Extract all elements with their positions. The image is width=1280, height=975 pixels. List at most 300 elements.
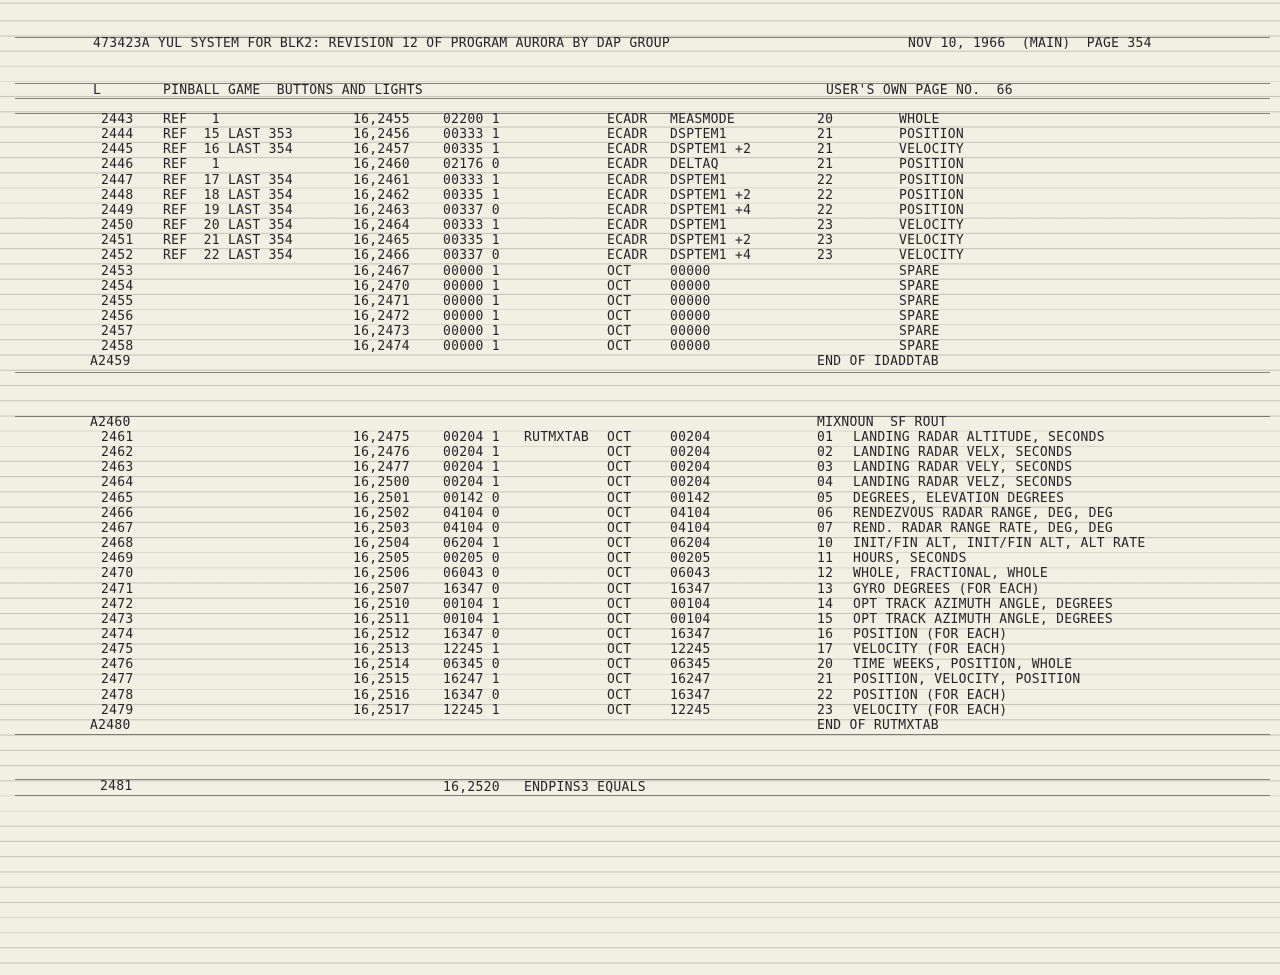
octal-code: 04104 0 <box>443 505 500 521</box>
octal-code: 00000 1 <box>443 339 500 355</box>
octal-code: 06345 0 <box>443 657 500 673</box>
operand: 00000 <box>670 339 711 355</box>
line-number: 2447 <box>101 172 134 188</box>
listing-row <box>0 112 1280 127</box>
octal-code: 00204 1 <box>443 475 500 491</box>
opcode: OCT <box>607 566 632 582</box>
header-date-page: NOV 10, 1966 (MAIN) PAGE 354 <box>908 36 1152 51</box>
ref-column: REF 15 LAST 353 <box>163 127 294 143</box>
address: 16,2502 <box>353 505 410 521</box>
comment: POSITION <box>899 187 965 203</box>
line-number: 2455 <box>101 293 134 309</box>
opcode: OCT <box>607 505 632 521</box>
octal-code: 12245 1 <box>443 702 500 718</box>
opcode: ECADR <box>607 187 648 203</box>
octal-code: 00104 1 <box>443 611 500 627</box>
comment: POSITION <box>899 172 965 188</box>
listing-row <box>0 264 1280 279</box>
octal-code: 00204 1 <box>443 445 500 461</box>
address: 16,2464 <box>353 218 410 234</box>
comment: WHOLE <box>899 112 940 127</box>
start-comment: MIXNOUN SF ROUT <box>817 415 948 430</box>
octal-code: 04104 0 <box>443 520 500 536</box>
opcode: ECADR <box>607 248 648 264</box>
listing-row <box>0 445 1280 460</box>
operand: 00204 <box>670 430 711 445</box>
line-number: 2474 <box>101 626 134 642</box>
user-page-number: USER'S OWN PAGE NO. 66 <box>826 83 1013 98</box>
listing-row <box>0 309 1280 324</box>
operand: 16247 <box>670 672 711 688</box>
operand: DSPTEM1 +4 <box>670 202 752 218</box>
comment: SPARE <box>899 278 940 294</box>
opcode: ECADR <box>607 112 648 127</box>
comment: LANDING RADAR VELZ, SECONDS <box>853 475 1073 491</box>
address: 16,2513 <box>353 642 410 658</box>
octal-code: 16347 0 <box>443 626 500 642</box>
noun-number: 13 <box>817 581 834 597</box>
listing-row <box>0 597 1280 612</box>
noun-number: 05 <box>817 490 834 506</box>
noun-number: 20 <box>817 657 834 673</box>
comment: TIME WEEKS, POSITION, WHOLE <box>853 657 1073 673</box>
address: 16,2470 <box>353 278 410 294</box>
address: 16,2457 <box>353 142 410 158</box>
listing-row <box>0 279 1280 294</box>
operand: DSPTEM1 +2 <box>670 142 752 158</box>
noun-number: 22 <box>817 172 834 188</box>
noun-number: 01 <box>817 430 834 445</box>
comment: LANDING RADAR ALTITUDE, SECONDS <box>853 430 1105 445</box>
comment: LANDING RADAR VELY, SECONDS <box>853 460 1073 476</box>
comment: DEGREES, ELEVATION DEGREES <box>853 490 1065 506</box>
line-number: 2466 <box>101 505 134 521</box>
noun-number: 07 <box>817 520 834 536</box>
opcode: ECADR <box>607 142 648 158</box>
listing-row <box>0 582 1280 597</box>
noun-number: 22 <box>817 687 834 703</box>
end-comment: END OF IDADDTAB <box>817 354 939 369</box>
octal-code: 00000 1 <box>443 278 500 294</box>
comment: SPARE <box>899 263 940 279</box>
line-number: 2475 <box>101 642 134 658</box>
listing-row <box>0 294 1280 309</box>
opcode: OCT <box>607 430 632 445</box>
line-number: 2446 <box>101 157 134 173</box>
operand: DSPTEM1 +4 <box>670 248 752 264</box>
noun-number: 16 <box>817 626 834 642</box>
line-number: 2449 <box>101 202 134 218</box>
comment: WHOLE, FRACTIONAL, WHOLE <box>853 566 1049 582</box>
label: RUTMXTAB <box>524 430 590 445</box>
opcode: OCT <box>607 475 632 491</box>
listing-row <box>0 506 1280 521</box>
octal-code: 06204 1 <box>443 536 500 552</box>
opcode: OCT <box>607 657 632 673</box>
listing-row <box>0 627 1280 642</box>
address: 16,2476 <box>353 445 410 461</box>
listing-row <box>0 521 1280 536</box>
address: 16,2477 <box>353 460 410 476</box>
opcode: OCT <box>607 520 632 536</box>
comment: VELOCITY (FOR EACH) <box>853 642 1008 658</box>
operand: 06204 <box>670 536 711 552</box>
address: 16,2466 <box>353 248 410 264</box>
line-number: 2473 <box>101 611 134 627</box>
opcode: OCT <box>607 581 632 597</box>
operand: MEASMODE <box>670 112 736 127</box>
comment: VELOCITY <box>899 218 965 234</box>
listing-row <box>0 188 1280 203</box>
operand: 00000 <box>670 324 711 340</box>
listing-row <box>0 672 1280 687</box>
noun-number: 06 <box>817 505 834 521</box>
noun-number: 21 <box>817 127 834 143</box>
address: 16,2462 <box>353 187 410 203</box>
ref-column: REF 17 LAST 354 <box>163 172 294 188</box>
line-number: 2471 <box>101 581 134 597</box>
listing-row <box>0 460 1280 475</box>
octal-code: 00000 1 <box>443 308 500 324</box>
opcode: OCT <box>607 324 632 340</box>
octal-code: 16347 0 <box>443 687 500 703</box>
listing-row <box>0 657 1280 672</box>
octal-code: 00000 1 <box>443 324 500 340</box>
header-title: 473423A YUL SYSTEM FOR BLK2: REVISION 12 OF PROGRAM AURORA BY DAP GROUP <box>93 36 670 51</box>
address: 16,2516 <box>353 687 410 703</box>
line-number: 2461 <box>101 430 134 445</box>
comment: VELOCITY <box>899 233 965 249</box>
end-comment: END OF RUTMXTAB <box>817 718 939 733</box>
opcode: OCT <box>607 672 632 688</box>
comment: POSITION <box>899 127 965 143</box>
line-number: 2463 <box>101 460 134 476</box>
octal-code: 00204 1 <box>443 460 500 476</box>
listing-row <box>0 566 1280 581</box>
address: 16,2514 <box>353 657 410 673</box>
octal-code: 00333 1 <box>443 218 500 234</box>
start-line-number: A2460 <box>90 415 131 430</box>
comment: GYRO DEGREES (FOR EACH) <box>853 581 1040 597</box>
noun-number: 20 <box>817 112 834 127</box>
operand: 00142 <box>670 490 711 506</box>
line-number: 2478 <box>101 687 134 703</box>
listing-row <box>0 612 1280 627</box>
comment: POSITION <box>899 157 965 173</box>
noun-number: 17 <box>817 642 834 658</box>
opcode: OCT <box>607 536 632 552</box>
comment: VELOCITY <box>899 248 965 264</box>
line-number: 2469 <box>101 551 134 567</box>
ref-column: REF 1 <box>163 157 220 173</box>
address: 16,2474 <box>353 339 410 355</box>
opcode: OCT <box>607 445 632 461</box>
line-number: 2451 <box>101 233 134 249</box>
address: 16,2500 <box>353 475 410 491</box>
opcode: ECADR <box>607 202 648 218</box>
octal-code: 00333 1 <box>443 127 500 143</box>
listing-row <box>0 642 1280 657</box>
operand: 00204 <box>670 445 711 461</box>
comment: SPARE <box>899 293 940 309</box>
address: 16,2511 <box>353 611 410 627</box>
footer-statement: ENDPINS3 EQUALS <box>524 780 646 795</box>
ref-column: REF 20 LAST 354 <box>163 218 294 234</box>
comment: OPT TRACK AZIMUTH ANGLE, DEGREES <box>853 611 1114 627</box>
operand: 06345 <box>670 657 711 673</box>
octal-code: 12245 1 <box>443 642 500 658</box>
noun-number: 04 <box>817 475 834 491</box>
line-number: 2453 <box>101 263 134 279</box>
listing-row <box>0 157 1280 172</box>
noun-number: 14 <box>817 596 834 612</box>
opcode: OCT <box>607 460 632 476</box>
noun-number: 22 <box>817 202 834 218</box>
operand: DSPTEM1 <box>670 127 727 143</box>
line-number: 2456 <box>101 308 134 324</box>
noun-number: 21 <box>817 142 834 158</box>
comment: SPARE <box>899 339 940 355</box>
opcode: ECADR <box>607 233 648 249</box>
operand: 00000 <box>670 278 711 294</box>
line-number: 2454 <box>101 278 134 294</box>
operand: DSPTEM1 <box>670 172 727 188</box>
octal-code: 00000 1 <box>443 293 500 309</box>
octal-code: 00000 1 <box>443 263 500 279</box>
opcode: ECADR <box>607 172 648 188</box>
listing-row <box>0 203 1280 218</box>
rule <box>15 98 1270 99</box>
rule <box>15 795 1270 796</box>
opcode: OCT <box>607 611 632 627</box>
listing-row <box>0 339 1280 354</box>
noun-number: 21 <box>817 672 834 688</box>
operand: 00000 <box>670 263 711 279</box>
operand: DSPTEM1 +2 <box>670 187 752 203</box>
comment: LANDING RADAR VELX, SECONDS <box>853 445 1073 461</box>
listing-row <box>0 475 1280 490</box>
octal-code: 00142 0 <box>443 490 500 506</box>
address: 16,2467 <box>353 263 410 279</box>
operand: 12245 <box>670 702 711 718</box>
footer-address: 16,2520 <box>443 780 500 795</box>
page-title: PINBALL GAME BUTTONS AND LIGHTS <box>163 83 424 98</box>
noun-number: 11 <box>817 551 834 567</box>
comment: INIT/FIN ALT, INIT/FIN ALT, ALT RATE <box>853 536 1146 552</box>
octal-code: 16247 1 <box>443 672 500 688</box>
address: 16,2517 <box>353 702 410 718</box>
listing-row <box>0 142 1280 157</box>
line-number: 2452 <box>101 248 134 264</box>
comment: HOURS, SECONDS <box>853 551 967 567</box>
opcode: OCT <box>607 293 632 309</box>
opcode: OCT <box>607 642 632 658</box>
ref-column: REF 19 LAST 354 <box>163 202 294 218</box>
listing-row <box>0 218 1280 233</box>
listing-row <box>0 688 1280 703</box>
page-marker: L <box>93 83 102 98</box>
line-number: 2477 <box>101 672 134 688</box>
line-number: 2443 <box>101 112 134 127</box>
opcode: OCT <box>607 263 632 279</box>
operand: 04104 <box>670 520 711 536</box>
noun-number: 02 <box>817 445 834 461</box>
operand: 04104 <box>670 505 711 521</box>
footer-line-number: 2481 <box>100 779 133 794</box>
ref-column: REF 22 LAST 354 <box>163 248 294 264</box>
comment: REND. RADAR RANGE RATE, DEG, DEG <box>853 520 1114 536</box>
octal-code: 02200 1 <box>443 112 500 127</box>
operand: 12245 <box>670 642 711 658</box>
comment: POSITION (FOR EACH) <box>853 687 1008 703</box>
ref-column: REF 18 LAST 354 <box>163 187 294 203</box>
comment: RENDEZVOUS RADAR RANGE, DEG, DEG <box>853 505 1114 521</box>
octal-code: 00204 1 <box>443 430 500 445</box>
opcode: OCT <box>607 702 632 718</box>
address: 16,2463 <box>353 202 410 218</box>
opcode: OCT <box>607 278 632 294</box>
operand: 00204 <box>670 475 711 491</box>
line-number: 2465 <box>101 490 134 506</box>
comment: SPARE <box>899 324 940 340</box>
operand: 16347 <box>670 581 711 597</box>
address: 16,2460 <box>353 157 410 173</box>
line-number: 2462 <box>101 445 134 461</box>
octal-code: 16347 0 <box>443 581 500 597</box>
comment: POSITION, VELOCITY, POSITION <box>853 672 1081 688</box>
octal-code: 00335 1 <box>443 187 500 203</box>
comment: OPT TRACK AZIMUTH ANGLE, DEGREES <box>853 596 1114 612</box>
comment: POSITION <box>899 202 965 218</box>
line-number: 2472 <box>101 596 134 612</box>
address: 16,2503 <box>353 520 410 536</box>
ref-column: REF 16 LAST 354 <box>163 142 294 158</box>
octal-code: 00337 0 <box>443 248 500 264</box>
noun-number: 23 <box>817 248 834 264</box>
operand: 16347 <box>670 687 711 703</box>
operand: 00000 <box>670 308 711 324</box>
opcode: OCT <box>607 308 632 324</box>
opcode: OCT <box>607 551 632 567</box>
operand: 00204 <box>670 460 711 476</box>
opcode: ECADR <box>607 127 648 143</box>
octal-code: 00333 1 <box>443 172 500 188</box>
opcode: ECADR <box>607 218 648 234</box>
comment: VELOCITY <box>899 142 965 158</box>
octal-code: 00205 0 <box>443 551 500 567</box>
address: 16,2472 <box>353 308 410 324</box>
listing-row <box>0 491 1280 506</box>
operand: DSPTEM1 <box>670 218 727 234</box>
octal-code: 02176 0 <box>443 157 500 173</box>
operand: 00104 <box>670 611 711 627</box>
noun-number: 21 <box>817 157 834 173</box>
address: 16,2505 <box>353 551 410 567</box>
opcode: OCT <box>607 339 632 355</box>
line-number: 2458 <box>101 339 134 355</box>
ref-column: REF 21 LAST 354 <box>163 233 294 249</box>
noun-number: 22 <box>817 187 834 203</box>
octal-code: 00335 1 <box>443 233 500 249</box>
address: 16,2515 <box>353 672 410 688</box>
noun-number: 23 <box>817 702 834 718</box>
operand: DELTAQ <box>670 157 719 173</box>
address: 16,2471 <box>353 293 410 309</box>
line-number: 2450 <box>101 218 134 234</box>
operand: 00104 <box>670 596 711 612</box>
opcode: OCT <box>607 490 632 506</box>
operand: 06043 <box>670 566 711 582</box>
rule <box>15 416 1270 417</box>
operand: DSPTEM1 +2 <box>670 233 752 249</box>
octal-code: 00104 1 <box>443 596 500 612</box>
noun-number: 10 <box>817 536 834 552</box>
address: 16,2456 <box>353 127 410 143</box>
address: 16,2461 <box>353 172 410 188</box>
line-number: 2464 <box>101 475 134 491</box>
ref-column: REF 1 <box>163 112 220 127</box>
listing-row <box>0 551 1280 566</box>
comment: VELOCITY (FOR EACH) <box>853 702 1008 718</box>
opcode: OCT <box>607 626 632 642</box>
end-line-number: A2480 <box>90 718 131 733</box>
noun-number: 12 <box>817 566 834 582</box>
address: 16,2507 <box>353 581 410 597</box>
octal-code: 00337 0 <box>443 202 500 218</box>
address: 16,2455 <box>353 112 410 127</box>
end-line-number: A2459 <box>90 354 131 369</box>
listing-row <box>0 173 1280 188</box>
listing-row <box>0 536 1280 551</box>
opcode: ECADR <box>607 157 648 173</box>
line-number: 2470 <box>101 566 134 582</box>
comment: POSITION (FOR EACH) <box>853 626 1008 642</box>
listing-row <box>0 233 1280 248</box>
listing-row <box>0 324 1280 339</box>
noun-number: 03 <box>817 460 834 476</box>
operand: 00205 <box>670 551 711 567</box>
line-number: 2476 <box>101 657 134 673</box>
address: 16,2506 <box>353 566 410 582</box>
listing-row <box>0 127 1280 142</box>
address: 16,2473 <box>353 324 410 340</box>
address: 16,2501 <box>353 490 410 506</box>
comment: SPARE <box>899 308 940 324</box>
line-number: 2445 <box>101 142 134 158</box>
noun-number: 23 <box>817 233 834 249</box>
address: 16,2475 <box>353 430 410 445</box>
operand: 00000 <box>670 293 711 309</box>
listing-row <box>0 703 1280 718</box>
operand: 16347 <box>670 626 711 642</box>
address: 16,2465 <box>353 233 410 249</box>
address: 16,2504 <box>353 536 410 552</box>
line-number: 2457 <box>101 324 134 340</box>
address: 16,2510 <box>353 596 410 612</box>
line-number: 2444 <box>101 127 134 143</box>
opcode: OCT <box>607 687 632 703</box>
octal-code: 00335 1 <box>443 142 500 158</box>
listing-row <box>0 248 1280 263</box>
octal-code: 06043 0 <box>443 566 500 582</box>
address: 16,2512 <box>353 626 410 642</box>
line-number: 2448 <box>101 187 134 203</box>
line-number: 2467 <box>101 520 134 536</box>
rule <box>15 372 1270 373</box>
rule <box>15 734 1270 735</box>
opcode: OCT <box>607 596 632 612</box>
line-number: 2479 <box>101 702 134 718</box>
